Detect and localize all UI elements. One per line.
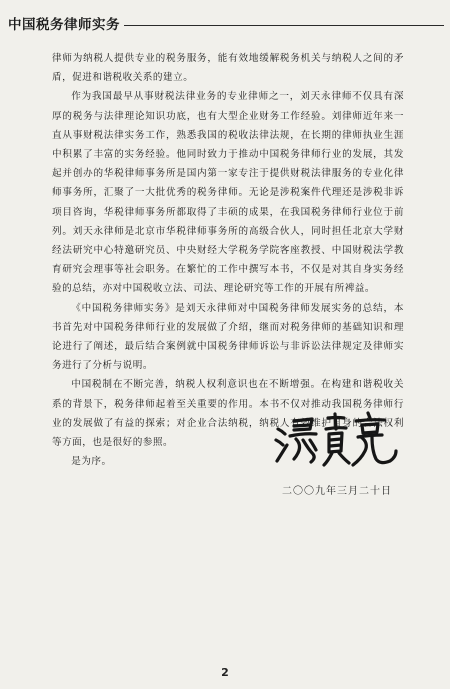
paragraph-3: 《中国税务律师实务》是刘天永律师对中国税务律师发展实务的总结，本书首先对中国税务律师行业的发展做了介绍，继而对税务律师的基础知识和理论进行了阐述，最后结合案例就中国税务律师诉讼与非诉讼法律规定及律师实务进行了分析与说明。: [52, 302, 404, 372]
handwritten-signature: [272, 409, 402, 469]
paragraph-4: 中国税制在不断完善，纳税人权利意识也在不断增强。在构建和谐税收关系的背景下，税务律师起着至关重要的作用。本书不仅对推动我国税务律师行业的发展做了有益的探索；对企业合法纳税，纳税人有效维护自身的合法权利等方面，也是很好的参照。: [52, 379, 404, 449]
paragraph-2: 作为我国最早从事财税法律业务的专业律师之一，刘天永律师不仅具有深厚的税务与法律理论知识功底，也有大型企业财务工作经验。刘律师近年来一直从事财税法律实务工作，熟悉我国的税收法律法规，在长期的律师执业生涯中积累了丰富的实务经验。他同时致力于推动中国税务律师行业的发展，其发起并创办的华税律师事务所是国内第一家专注于提供财税法律服务的专业化律师事务所，汇聚了一大批优秀的税务律师。无论是涉税案件代理还是涉税非诉项目咨询，华税律师事务所都取得了丰硕的成果，在我国税务律师行业位于前列。刘天永律师是北京市华税律师事务所的高级合伙人，同时担任北京大学财经法研究中心特邀研究员、中央财经大学税务学院客座教授、中国财税法学教育研究会理事等社会职务。在繁忙的工作中撰写本书，不仅是对其自身实务经验的总结，亦对中国税收立法、司法、理论研究等工作的开展有所裨益。: [52, 91, 404, 295]
header-rule: [124, 25, 444, 26]
page-number: 2: [221, 666, 229, 679]
running-head-title: 中国税务律师实务: [8, 17, 120, 33]
paragraph-5: 是为序。: [71, 456, 112, 468]
date-line: 二〇〇九年三月二十日: [282, 486, 392, 497]
paragraph-1: 律师为纳税人提供专业的税务服务，能有效地缓解税务机关与纳税人之间的矛盾，促进和谐税收关系的建立。: [52, 53, 404, 84]
